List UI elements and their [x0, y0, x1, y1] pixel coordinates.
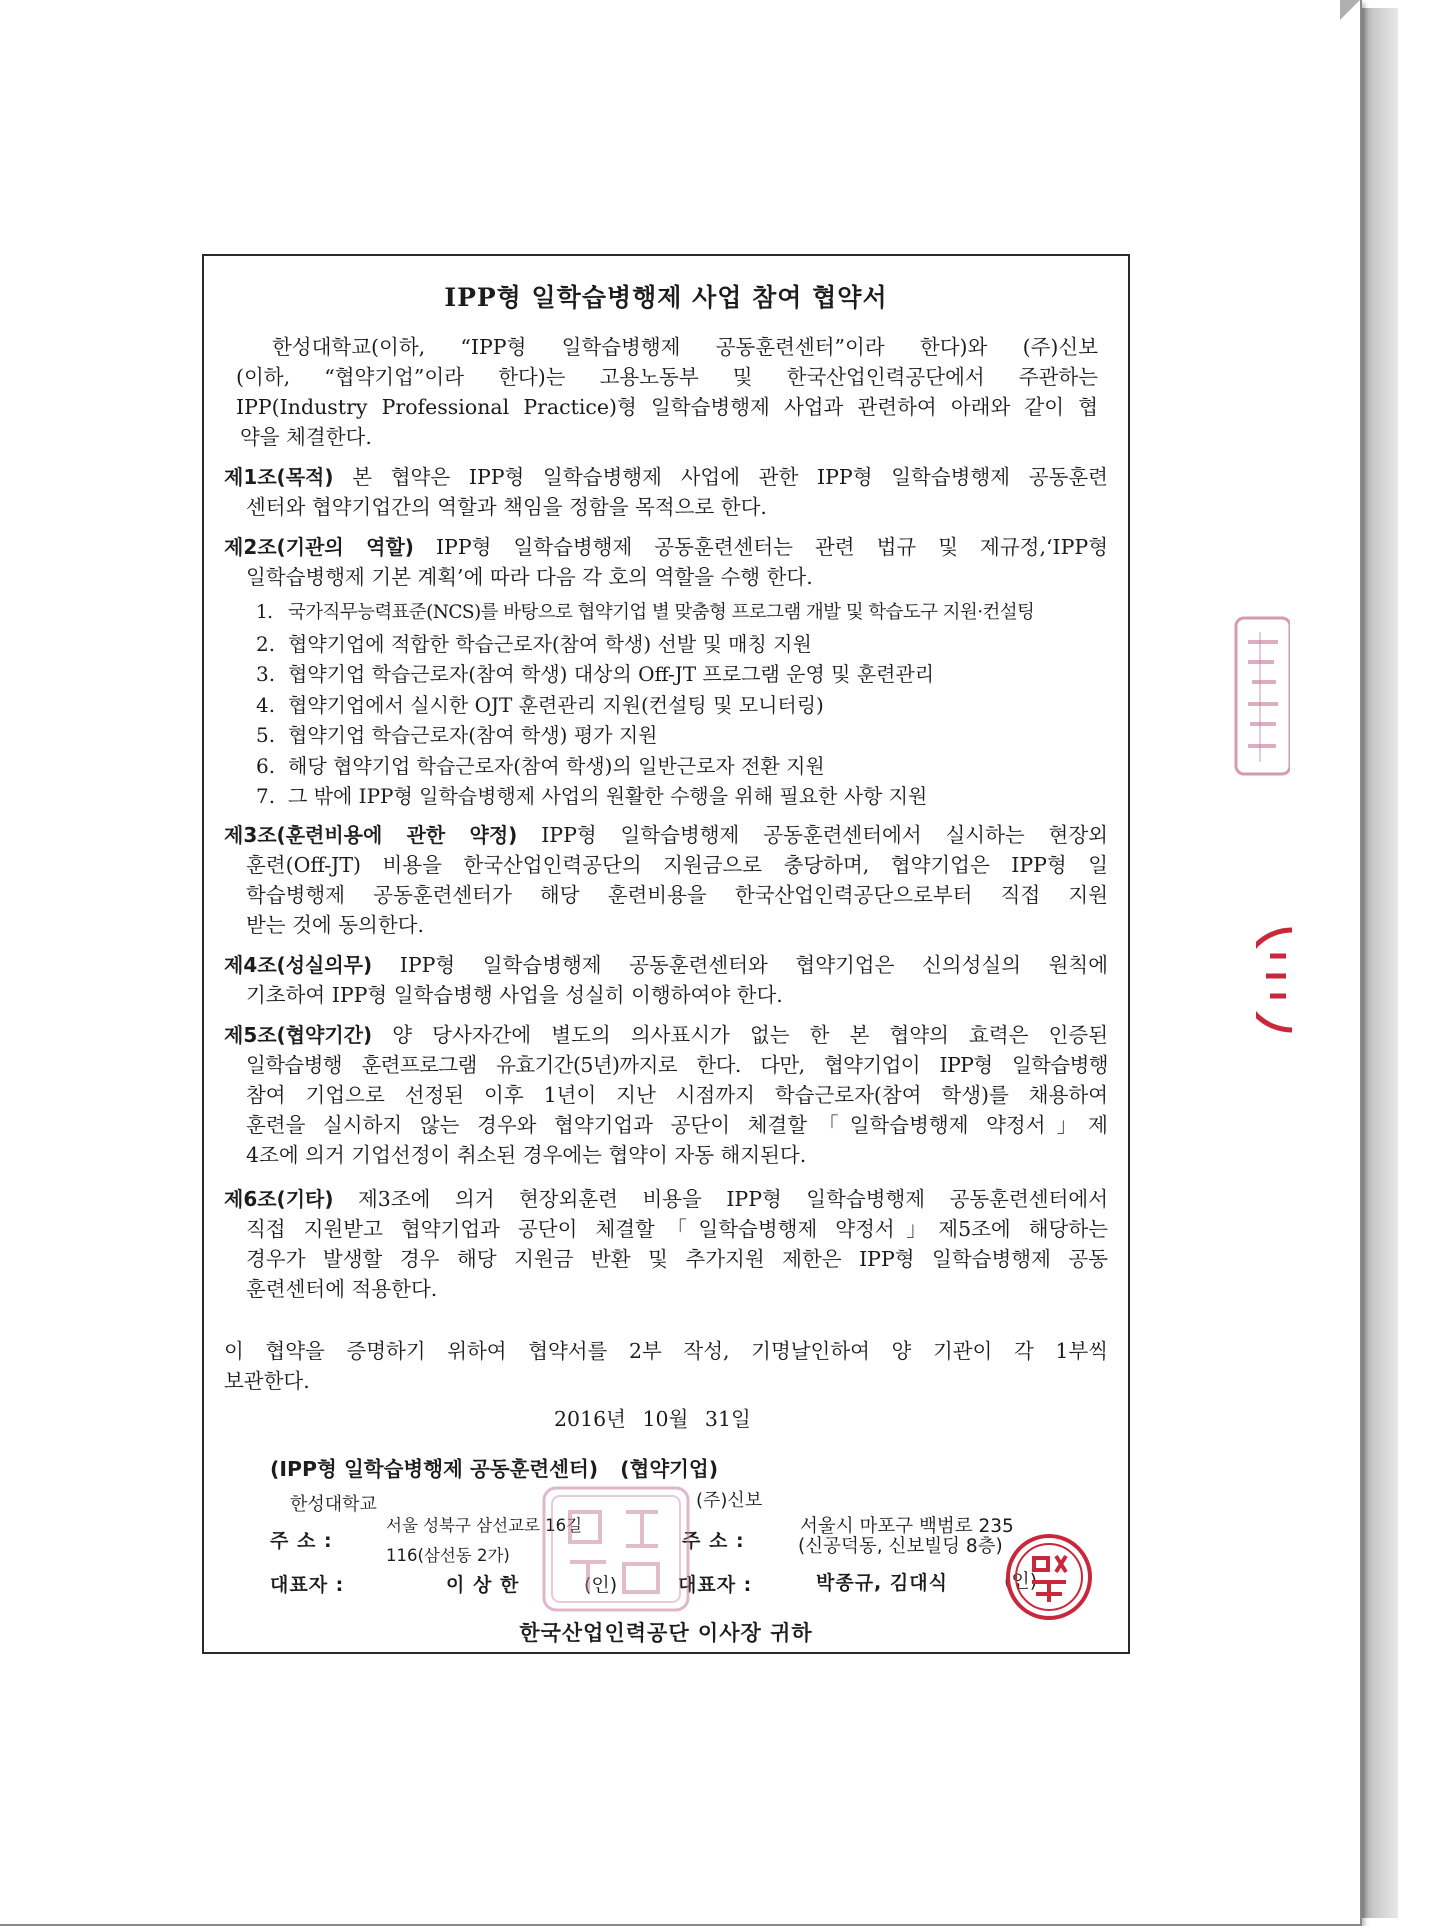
intro-line: (이하, “협약기업”이라 한다)는 고용노동부 및 한국산업인력공단에서 주관하는: [236, 365, 1098, 389]
right-address-line2: (신공덕동, 신보빌딩 8층): [798, 1536, 1003, 1557]
closing-line: 보관한다.: [224, 1369, 310, 1393]
article-heading: 제4조(성실의무): [224, 953, 373, 977]
intro-paragraph: [236, 332, 1098, 452]
article-text: 참여 기업으로 선정된 이후 1년이 지난 시점까지 학습근로자(참여 학생)를 채용하여: [246, 1083, 1108, 1107]
page-corner: [1340, 0, 1360, 20]
intro-line: 약을 체결한다.: [240, 425, 372, 449]
right-address-label: 주 소 :: [682, 1530, 745, 1552]
right-seal-mark: (인): [1004, 1570, 1038, 1592]
left-seal-mark: (인): [584, 1574, 618, 1596]
party-right-header: (협약기업): [620, 1457, 719, 1481]
right-address-line1: 서울시 마포구 백범로 235: [800, 1516, 1014, 1537]
article-text: 받는 것에 동의한다.: [246, 913, 424, 937]
list-item: 5. 협약기업 학습근로자(참여 학생) 평가 지원: [256, 723, 658, 747]
right-rep-name: 박종규, 김대식: [816, 1572, 948, 1594]
edge-seal-pink: [1230, 612, 1290, 780]
closing-line: 이 협약을 증명하기 위하여 협약서를 2부 작성, 기명날인하여 양 기관이 각 1부씩: [224, 1339, 1108, 1363]
article-text: 센터와 협약기업간의 역할과 책임을 정함을 목적으로 한다.: [246, 495, 767, 519]
left-rep-label: 대표자 :: [270, 1574, 345, 1596]
left-address-line2: 116(삼선동 2가): [386, 1546, 510, 1565]
article-text: 제3조에 의거 현장외훈련 비용을 IPP형 일학습병행제 공동훈련센터에서: [357, 1187, 1108, 1211]
article-heading: 제1조(목적): [224, 465, 334, 489]
article-text: IPP형 일학습병행제 공동훈련센터와 협약기업은 신의성실의 원칙에: [399, 953, 1108, 977]
article-text: 학습병행제 공동훈련센터가 해당 훈련비용을 한국산업인력공단으로부터 직접 지원: [246, 883, 1108, 907]
article-text: 훈련(Off-JT) 비용을 한국산업인력공단의 지원금으로 충당하며, 협약기업은 IPP형 일: [246, 853, 1108, 877]
article-4: [224, 950, 1108, 1010]
agreement-date: 2016년 10월 31일: [554, 1407, 751, 1431]
article-text: 4조에 의거 기업선정이 취소된 경우에는 협약이 자동 해지된다.: [246, 1143, 807, 1167]
recipient-line: 한국산업인력공단 이사장 귀하: [519, 1621, 813, 1645]
list-item: 3. 협약기업 학습근로자(참여 학생) 대상의 Off-JT 프로그램 운영 및 훈련관리: [256, 662, 935, 686]
page-stack-edge: [1358, 8, 1398, 1918]
article-heading: 제6조(기타): [224, 1187, 334, 1211]
left-rep-name: 이 상 한: [446, 1574, 520, 1596]
article-text: 직접 지원받고 협약기업과 공단이 체결할「일학습병행제 약정서」제5조에 해당하는: [246, 1217, 1108, 1241]
party-headers: [270, 1452, 718, 1482]
role-list: [256, 598, 1106, 812]
article-text: 훈련센터에 적용한다.: [246, 1277, 438, 1301]
left-address-line1: 서울 성북구 삼선교로 16길: [386, 1516, 583, 1535]
list-item: 6. 해당 협약기업 학습근로자(참여 학생)의 일반근로자 전환 지원: [256, 753, 825, 778]
left-address-label: 주 소 :: [270, 1530, 333, 1552]
article-text: 일학습병행제 기본 계획’에 따라 다음 각 호의 역할을 수행 한다.: [246, 565, 813, 589]
document-title: IPP형 일학습병행제 사업 참여 협약서: [444, 283, 888, 312]
article-text: 기초하여 IPP형 일학습병행 사업을 성실히 이행하여야 한다.: [246, 983, 783, 1007]
closing-paragraph: [224, 1336, 1108, 1396]
edge-seal-red: [1256, 926, 1292, 1034]
article-heading: 제2조(기관의 역할): [224, 535, 414, 559]
right-rep-label: 대표자 :: [678, 1574, 753, 1596]
list-item: 2. 협약기업에 적합한 학습근로자(참여 학생) 선발 및 매칭 지원: [256, 631, 812, 656]
article-text: 훈련을 실시하지 않는 경우와 협약기업과 공단이 체결할「일학습병행제 약정서」제: [246, 1113, 1108, 1137]
article-text: IPP형 일학습병행제 공동훈련센터에서 실시하는 현장외: [541, 823, 1108, 847]
article-text: 본 협약은 IPP형 일학습병행제 사업에 관한 IPP형 일학습병행제 공동훈련: [352, 465, 1108, 489]
intro-line: IPP(Industry Professional Practice)형 일학습병행제 사업과 관련하여 아래와 같이 협: [236, 395, 1098, 419]
list-item: 1. 국가직무능력표준(NCS)를 바탕으로 협약기업 별 맞춤형 프로그램 개발 및 학습도구 지원·컨설팅: [256, 602, 1035, 623]
intro-line: 한성대학교(이하, “IPP형 일학습병행제 공동훈련센터”이라 한다)와 (주)신보: [272, 335, 1098, 359]
university-seal: [540, 1484, 692, 1614]
agreement-frame: [202, 254, 1130, 1654]
article-3: [224, 820, 1108, 940]
company-seal: [1004, 1532, 1094, 1622]
left-org-name: 한성대학교: [290, 1494, 377, 1515]
article-5: [224, 1020, 1108, 1170]
party-left-header: (IPP형 일학습병행제 공동훈련센터): [270, 1457, 599, 1481]
article-text: IPP형 일학습병행제 공동훈련센터는 관련 법규 및 제규정,‘IPP형: [435, 535, 1108, 559]
right-org-name: (주)신보: [696, 1490, 763, 1511]
article-text: 경우가 발생할 경우 해당 지원금 반환 및 추가지원 제한은 IPP형 일학습병행제 공동: [246, 1247, 1108, 1271]
article-1: [224, 462, 1108, 522]
list-item: 7. 그 밖에 IPP형 일학습병행제 사업의 원활한 수행을 위해 필요한 사항 지원: [256, 784, 928, 808]
list-item: 4. 협약기업에서 실시한 OJT 훈련관리 지원(컨설팅 및 모니터링): [256, 692, 824, 717]
article-2: [224, 532, 1108, 592]
article-heading: 제5조(협약기간): [224, 1023, 373, 1047]
article-text: 일학습병행 훈련프로그램 유효기간(5년)까지로 한다. 다만, 협약기업이 IPP형 일학습병행: [246, 1053, 1108, 1077]
article-6: [224, 1184, 1108, 1304]
article-text: 양 당사자간에 별도의 의사표시가 없는 한 본 협약의 효력은 인증된: [392, 1023, 1108, 1047]
article-heading: 제3조(훈련비용에 관한 약정): [224, 823, 518, 847]
